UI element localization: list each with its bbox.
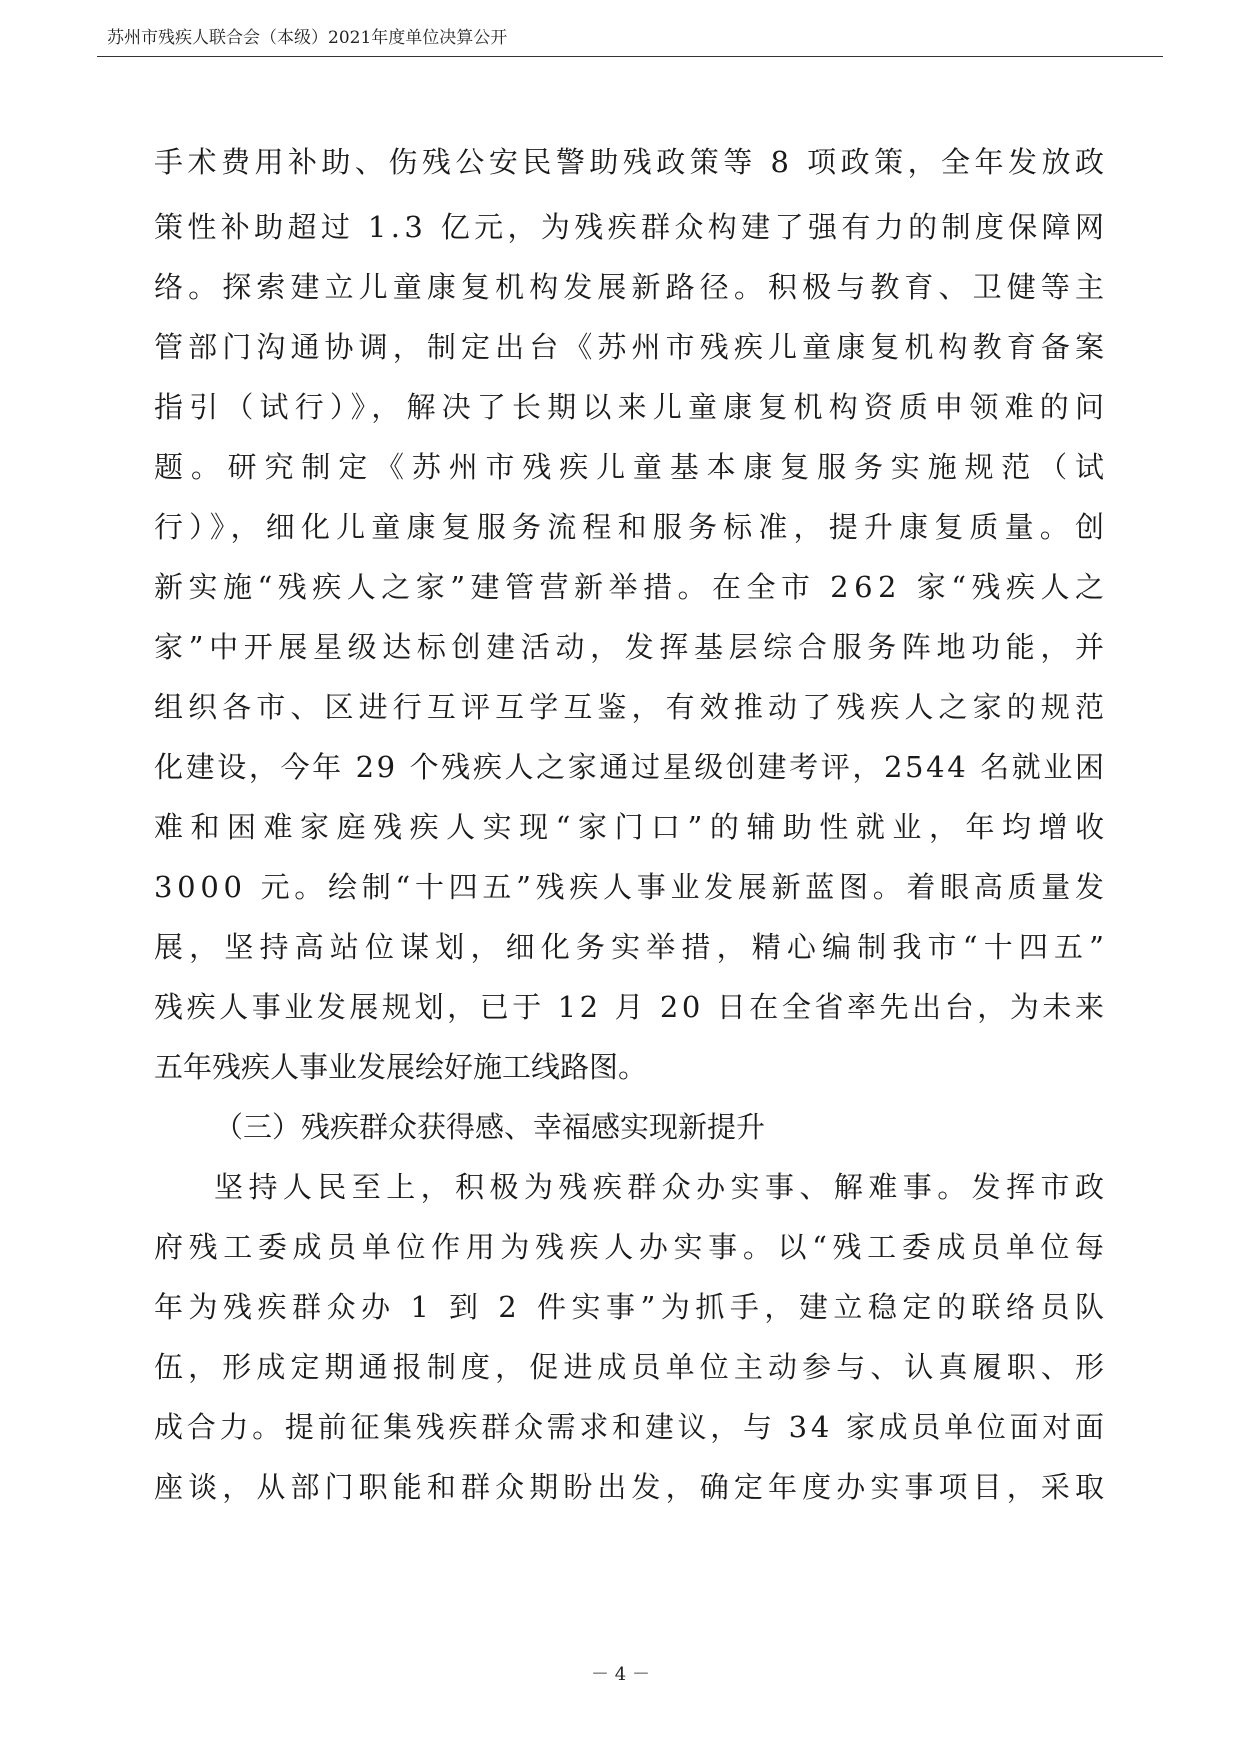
text-line bbox=[154, 987, 1108, 1027]
text-line bbox=[154, 1407, 1108, 1447]
text-line bbox=[214, 1167, 1110, 1207]
text-line bbox=[154, 507, 1111, 547]
text-line bbox=[154, 867, 1109, 907]
text-line-content: 坚持人民至上，积极为残疾群众办实事、解难事。发挥市政 bbox=[214, 1170, 1110, 1204]
text-line-content: 手术费用补助、伤残公安民警助残政策等 8 项政策，全年发放政 bbox=[154, 145, 1109, 179]
text-line-content: 年为残疾群众办 1 到 2 件实事”为抓手，建立稳定的联络员队 bbox=[154, 1290, 1110, 1324]
text-line-content: 组织各市、区进行互评互学互鉴，有效推动了残疾人之家的规范 bbox=[154, 690, 1110, 724]
text-line bbox=[154, 387, 1111, 427]
text-line bbox=[154, 1047, 647, 1087]
text-line-content: 行）》，细化儿童康复服务流程和服务标准，提升康复质量。创 bbox=[154, 510, 1111, 544]
page-number: － 4 － bbox=[591, 1664, 650, 1685]
text-line-content: 展，坚持高站位谋划，细化务实举措，精心编制我市“十四五” bbox=[154, 930, 1111, 964]
text-line-content: 管部门沟通协调，制定出台《苏州市残疾儿童康复机构教育备案 bbox=[154, 330, 1110, 364]
text-line-content: 策性补助超过 1.3 亿元，为残疾群众构建了强有力的制度保障网 bbox=[154, 210, 1109, 244]
section-heading bbox=[214, 1107, 765, 1147]
text-line bbox=[154, 567, 1110, 607]
text-line bbox=[154, 627, 1110, 667]
text-line bbox=[154, 267, 1110, 307]
text-line-content: 难和困难家庭残疾人实现“家门口”的辅助性就业，年均增收 bbox=[154, 810, 1112, 844]
text-line-content: 座谈，从部门职能和群众期盼出发，确定年度办实事项目，采取 bbox=[154, 1470, 1110, 1504]
text-line-content: 化建设，今年 29 个残疾人之家通过星级创建考评，2544 名就业困 bbox=[154, 750, 1107, 784]
text-line bbox=[154, 927, 1111, 967]
text-line-content: 新实施“残疾人之家”建管营新举措。在全市 262 家“残疾人之 bbox=[154, 570, 1110, 604]
page-header bbox=[97, 22, 1163, 57]
text-line bbox=[154, 687, 1110, 727]
section-heading-text: （三）残疾群众获得感、幸福感实现新提升 bbox=[214, 1110, 766, 1144]
text-line bbox=[154, 747, 1107, 787]
header-title: 苏州市残疾人联合会（本级）2021年度单位决算公开 bbox=[107, 28, 508, 48]
text-line bbox=[154, 327, 1110, 367]
text-line-content: 五年残疾人事业发展绘好施工线路图。 bbox=[154, 1050, 648, 1084]
text-line-content: 残疾人事业发展规划，已于 12 月 20 日在全省率先出台，为未来 bbox=[154, 990, 1108, 1024]
text-line-content: 成合力。提前征集残疾群众需求和建议，与 34 家成员单位面对面 bbox=[154, 1410, 1108, 1444]
text-line-content: 府残工委成员单位作用为残疾人办实事。以“残工委成员单位每 bbox=[154, 1230, 1110, 1264]
text-line bbox=[154, 142, 1109, 182]
text-line bbox=[154, 1347, 1110, 1387]
text-line-content: 络。探索建立儿童康复机构发展新路径。积极与教育、卫健等主 bbox=[154, 270, 1110, 304]
text-line bbox=[154, 207, 1109, 247]
text-line bbox=[154, 807, 1112, 847]
text-line-content: 家”中开展星级达标创建活动，发挥基层综合服务阵地功能，并 bbox=[154, 630, 1110, 664]
text-line bbox=[154, 1287, 1110, 1327]
text-line bbox=[154, 447, 1112, 487]
text-line bbox=[154, 1227, 1110, 1267]
text-line-content: 题。研究制定《苏州市残疾儿童基本康复服务实施规范（试 bbox=[154, 450, 1112, 484]
text-line bbox=[154, 1467, 1110, 1507]
text-line-content: 伍，形成定期通报制度，促进成员单位主动参与、认真履职、形 bbox=[154, 1350, 1110, 1384]
text-line-content: 3000 元。绘制“十四五”残疾人事业发展新蓝图。着眼高质量发 bbox=[154, 870, 1109, 904]
text-line-content: 指引（试行）》，解决了长期以来儿童康复机构资质申领难的问 bbox=[154, 390, 1111, 424]
